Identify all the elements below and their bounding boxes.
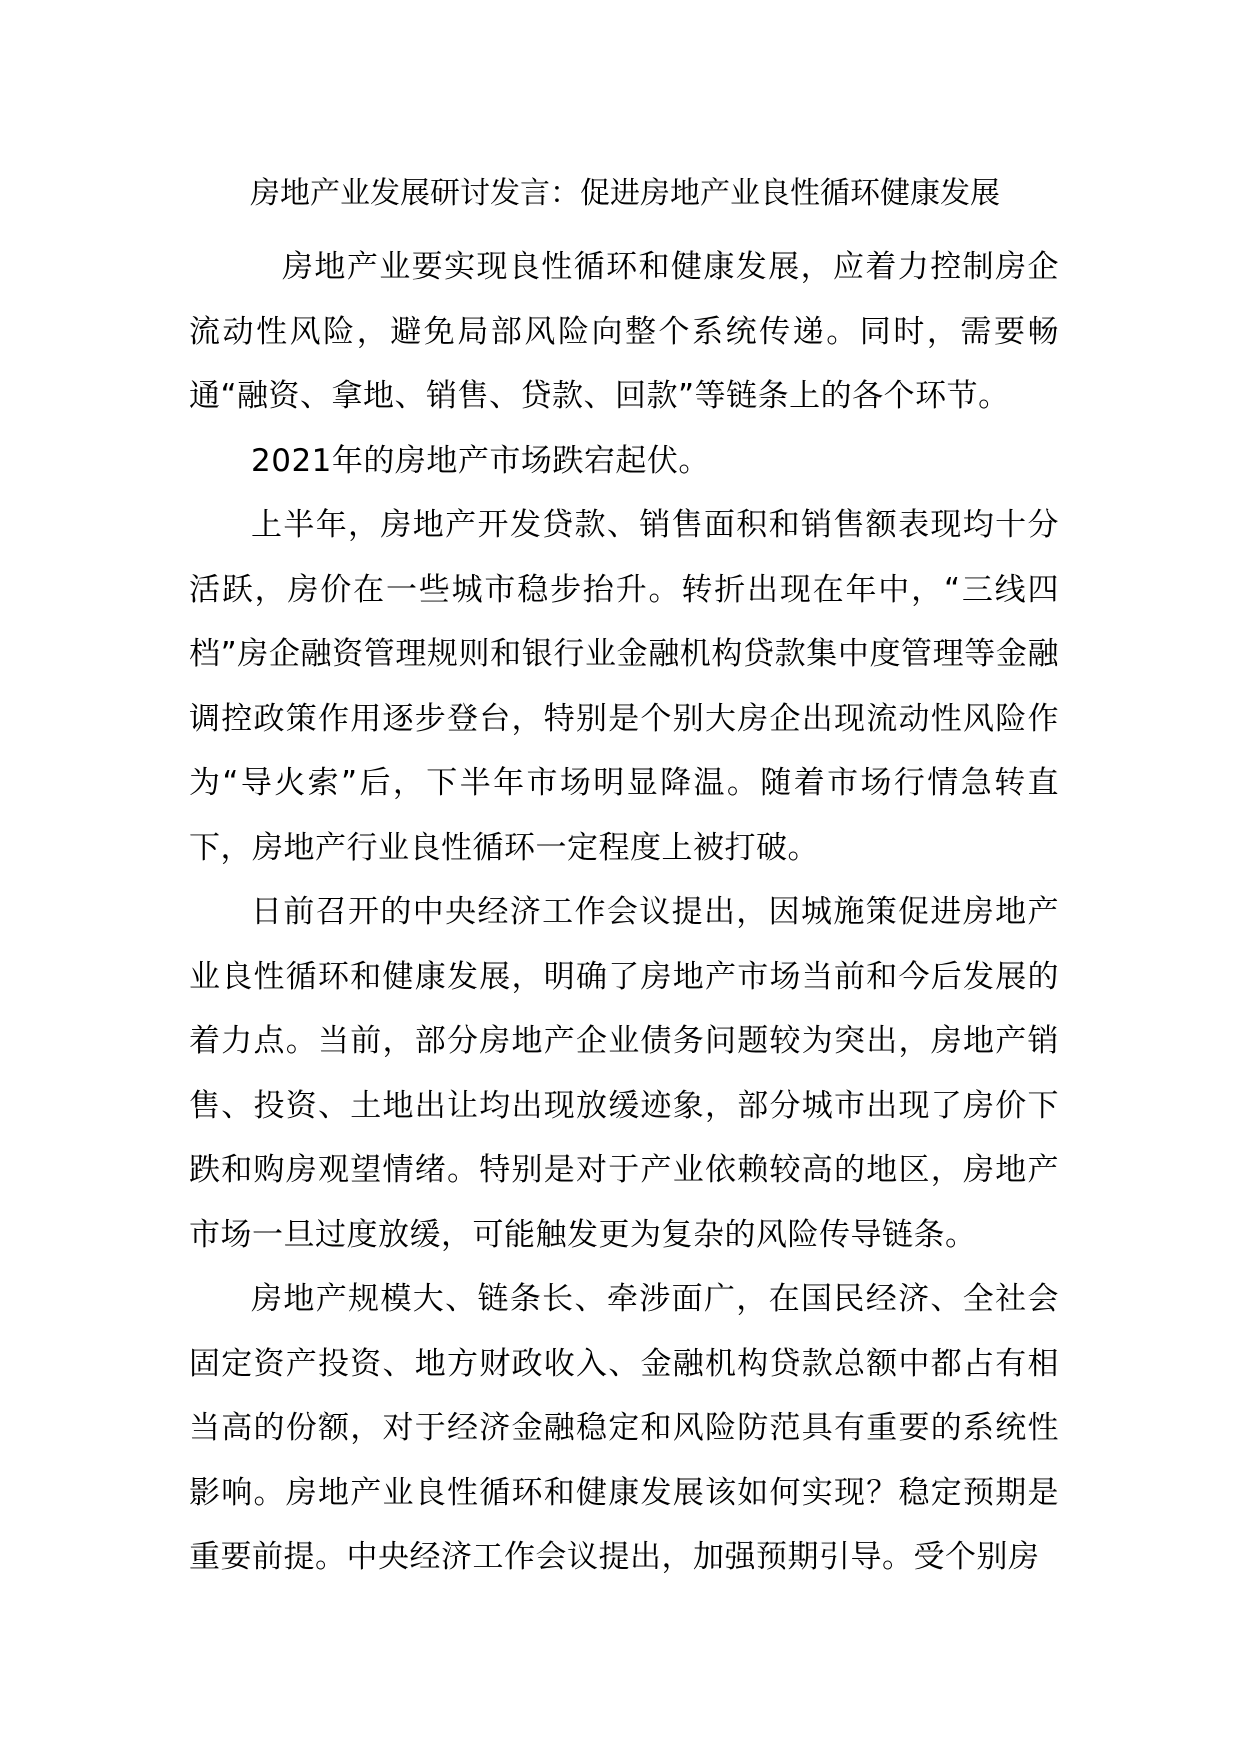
paragraph-2: 2021年的房地产市场跌宕起伏。: [251, 442, 710, 479]
document-title: 房地产业发展研讨发言：促进房地产业良性循环健康发展: [250, 176, 1000, 211]
paragraph-4: 日前召开的中央经济工作会议提出，因城施策促进房地产业良性循环和健康发展，明确了房地产市场当前和今后发展的着力点。当前，部分房地产企业债务问题较为突出，房地产销售、投资、土地出让均出现放缓迹象，部分城市出现了房价下跌和购房观望情绪。特别是对于产业依赖较高的地区，房地产市场一旦过度放缓，可能触发更为复杂的风险传导链条。: [189, 894, 1059, 1253]
paragraph-3: 上半年，房地产开发贷款、销售面积和销售额表现均十分活跃，房价在一些城市稳步抬升。转折出现在年中，“三线四档”房企融资管理规则和银行业金融机构贷款集中度管理等金融调控政策作用逐步登台，特别是个别大房企出现流动性风险作为“导火索”后，下半年市场明显降温。随着市场行情急转直下，房地产行业良性循环一定程度上被打破。: [189, 507, 1059, 866]
paragraph-1: 房地产业要实现良性循环和健康发展，应着力控制房企流动性风险，避免局部风险向整个系统传递。同时，需要畅通“融资、拿地、销售、贷款、回款”等链条上的各个环节。: [189, 249, 1059, 414]
document-body: [189, 235, 1059, 1590]
paragraph-5: 房地产规模大、链条长、牵涉面广，在国民经济、全社会固定资产投资、地方财政收入、金融机构贷款总额中都占有相当高的份额，对于经济金融稳定和风险防范具有重要的系统性影响。房地产业良性循环和健康发展该如何实现？稳定预期是重要前提。中央经济工作会议提出，加强预期引导。受个别房: [189, 1281, 1059, 1575]
